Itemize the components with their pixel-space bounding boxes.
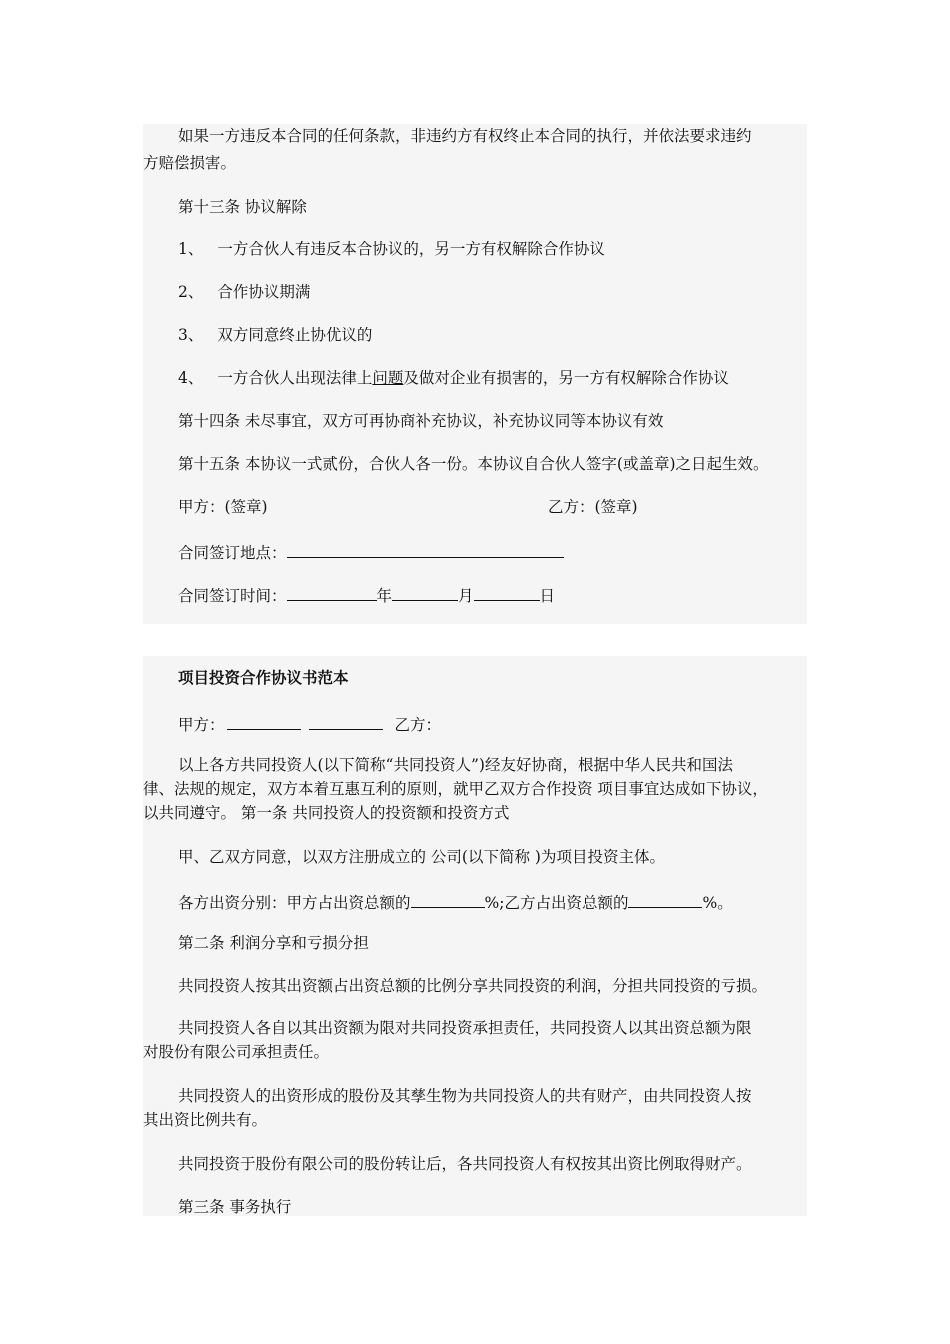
contribution-a-label: 各方出资分别：甲方占出资总额的 <box>178 894 411 912</box>
parties-row <box>178 711 441 736</box>
contribution-b-blank <box>628 889 702 908</box>
article-2-paragraph-2-line-1: 共同投资人各自以其出资额为限对共同投资承担责任，共同投资人以其出资总额为限 <box>178 1019 752 1037</box>
item-number: 4、 <box>178 369 204 387</box>
article-13-item-2 <box>178 281 310 303</box>
month-label: 月 <box>458 587 474 605</box>
party-b-label: 乙方： <box>394 716 442 734</box>
agreement-paragraph: 甲、乙双方同意，以双方注册成立的 公司(以下简称 )为项目投资主体。 <box>178 848 665 866</box>
contribution-a-blank <box>411 889 485 908</box>
breach-paragraph-line-2: 方赔偿损害。 <box>143 154 237 172</box>
item-text-pre: 一方合伙人出现法律上 <box>217 369 373 387</box>
article-2-title: 第二条 利润分享和亏损分担 <box>178 934 369 952</box>
breach-paragraph-line-1: 如果一方违反本合同的任何条款，非违约方有权终止本合同的执行，并依法要求违约 <box>178 127 752 145</box>
signing-time-label: 合同签订时间： <box>178 587 287 605</box>
article-2-paragraph-4: 共同投资于股份有限公司的股份转让后，各共同投资人有权按其出资比例取得财产。 <box>178 1155 752 1173</box>
item-number: 1、 <box>178 240 204 258</box>
item-number: 2、 <box>178 283 204 301</box>
contribution-b-label: %;乙方占出资总额的 <box>484 894 629 912</box>
signature-party-b: 乙方：(签章) <box>548 498 638 516</box>
day-blank <box>474 582 540 601</box>
item-number: 3、 <box>178 326 204 344</box>
party-a-label: 甲方： <box>178 716 225 734</box>
signing-time-row <box>178 582 555 607</box>
month-blank <box>392 582 458 601</box>
intro-line-3: 以共同遵守。 第一条 共同投资人的投资额和投资方式 <box>143 804 510 822</box>
contribution-end: %。 <box>702 894 733 912</box>
item-text: 合作协议期满 <box>217 283 311 301</box>
article-15: 第十五条 本协议一式贰份，合伙人各一份。本协议自合伙人签字(或盖章)之日起生效。 <box>178 455 769 473</box>
problem-link[interactable]: 问题 <box>372 369 404 387</box>
item-text: 双方同意终止协优议的 <box>217 326 373 344</box>
article-2-paragraph-3-line-2: 其出资比例共有。 <box>143 1111 268 1129</box>
signing-place-row <box>178 539 564 564</box>
year-blank <box>287 582 377 601</box>
party-a-blank-2 <box>309 711 383 730</box>
article-2-paragraph-3-line-1: 共同投资人的出资形成的股份及其孳生物为共同投资人的共有财产，由共同投资人按 <box>178 1087 752 1105</box>
signing-place-blank <box>287 539 564 558</box>
item-text-post: 及做对企业有损害的，另一方有权解除合作协议 <box>403 369 729 387</box>
article-13-item-4 <box>178 367 729 389</box>
contribution-row <box>178 889 733 914</box>
article-2-paragraph-2-line-2: 对股份有限公司承担责任。 <box>143 1043 330 1061</box>
intro-line-1: 以上各方共同投资人(以下简称“共同投资人”)经友好协商，根据中华人民共和国法 <box>178 756 733 774</box>
day-label: 日 <box>539 587 556 605</box>
article-13-item-1 <box>178 238 605 260</box>
item-text: 一方合伙人有违反本合协议的，另一方有权解除合作协议 <box>217 240 605 258</box>
article-2-paragraph-1: 共同投资人按其出资额占出资总额的比例分享共同投资的利润，分担共同投资的亏损。 <box>178 977 768 995</box>
year-label: 年 <box>376 587 393 605</box>
intro-line-2: 律、法规的规定，双方本着互惠互利的原则，就甲乙双方合作投资 项目事宜达成如下协议， <box>143 780 768 798</box>
document-title: 项目投资合作协议书范本 <box>178 668 349 687</box>
article-3-title: 第三条 事务执行 <box>178 1198 292 1216</box>
article-13-title: 第十三条 协议解除 <box>178 198 307 216</box>
article-13-item-3 <box>178 324 372 346</box>
article-14: 第十四条 未尽事宜，双方可再协商补充协议，补充协议同等本协议有效 <box>178 412 664 430</box>
party-a-blank-1 <box>227 711 301 730</box>
signing-place-label: 合同签订地点： <box>178 544 287 562</box>
signature-party-a: 甲方：(签章) <box>178 498 268 516</box>
